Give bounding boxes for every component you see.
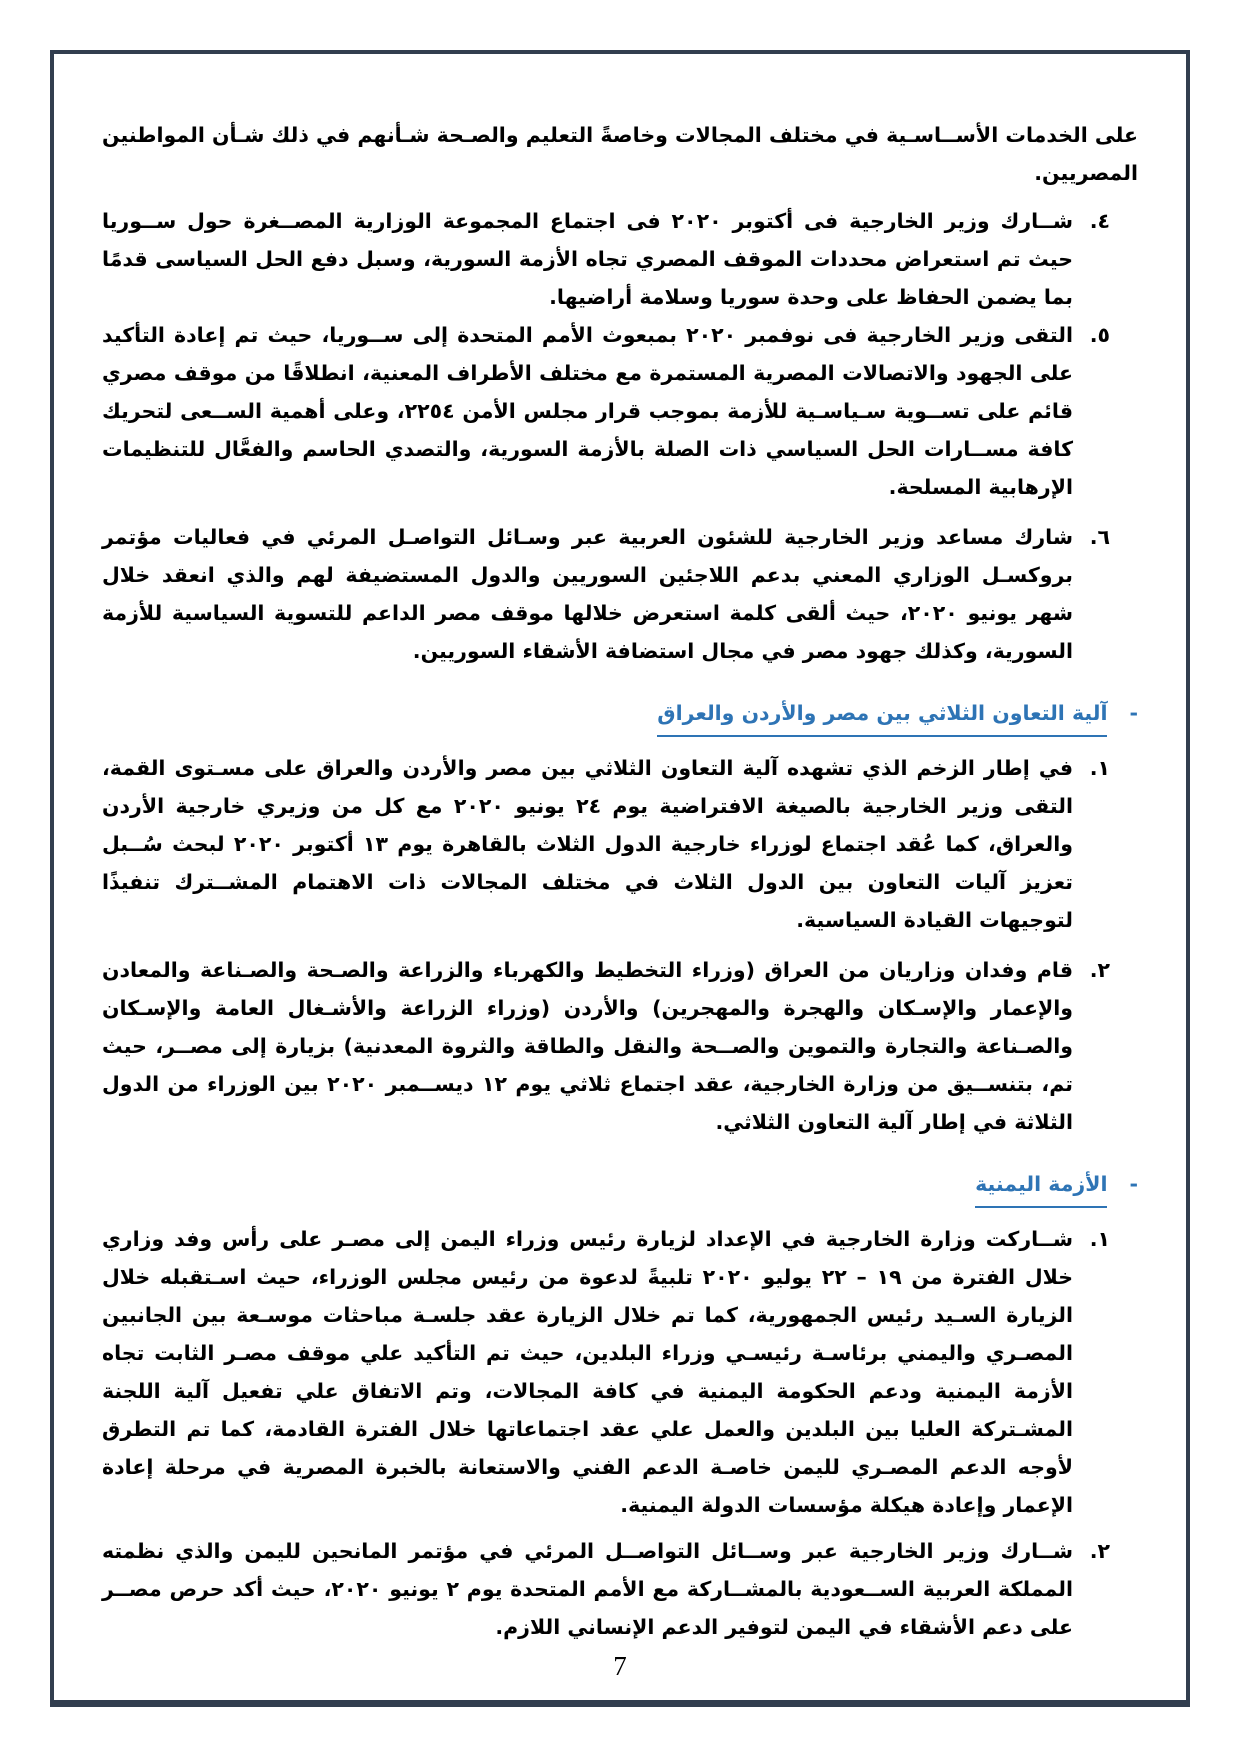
heading-dash-icon: - xyxy=(1129,701,1138,725)
list-item xyxy=(102,951,1138,1141)
list-item xyxy=(102,316,1138,506)
list-item-text: شــارك وزير الخارجية عبر وســائل التواصــل المرئي في مؤتمر المانحين لليمن والذي نظمته المملكة العربية الســعودية بالمشــاركة مع الأمم المتحدة يوم ٢ يونيو ٢٠٢٠، حيث أكد حرص مصــر على دعم الأشقاء في اليمن لتوفير الدعم الإنساني اللازم. xyxy=(102,1539,1073,1639)
list-item-number: ٦. xyxy=(1089,525,1110,549)
list-item-text: التقى وزير الخارجية فى نوفمبر ٢٠٢٠ بمبعوث الأمم المتحدة إلى ســوريا، حيث تم إعادة التأكيد على الجهود والاتصالات المصرية المستمرة مع مختلف الأطراف المعنية، انطلاقًا من موقف مصري قائم على تســوية سـياسـية للأزمة بموجب قرار مجلس الأمن ٢٢٥٤، وعلى أهمية الســعى لتحريك كافة مســارات الحل السياسي ذات الصلة بالأزمة السورية، والتصدي الحاسم والفعَّال للتنظيمات الإرهابية المسلحة. xyxy=(102,323,1073,499)
list-item-number: ٢. xyxy=(1089,958,1110,982)
list-item-text: قام وفدان وزاريان من العراق (وزراء التخطيط والكهرباء والزراعة والصـحة والصـناعة والمعادن والإعمار والإسـكان والهجرة والمهجرين) والأردن (وزراء الزراعة والأشـغال العامة والإسـكان والصـناعة والتجارة والتموين والصــحة والنقل والطاقة والثروة المعدنية) بزيارة إلى مصــر، حيث تم، بتنســيق من وزارة الخارجية، عقد اجتماع ثلاثي يوم ١٢ ديســمبر ٢٠٢٠ بين الوزراء من الدول الثلاثة في إطار آلية التعاون الثلاثي. xyxy=(102,958,1073,1134)
list-item-text: في إطار الزخم الذي تشهده آلية التعاون الثلاثي بين مصر والأردن والعراق على مسـتوى القمة، التقى وزير الخارجية بالصيغة الافتراضية يوم ٢٤ يونيو ٢٠٢٠ مع كل من وزيري خارجية الأردن والعراق، كما عُقد اجتماع لوزراء خارجية الدول الثلاث بالقاهرة يوم ١٣ أكتوبر ٢٠٢٠ لبحث سُــبل تعزيز آليات التعاون بين الدول الثلاث في مختلف المجالات ذات الاهتمام المشــترك تنفيذًا لتوجيهات القيادة السياسية. xyxy=(102,756,1073,932)
list-item xyxy=(102,202,1138,316)
list-item-number: ٤. xyxy=(1089,209,1110,233)
list-item-number: ١. xyxy=(1089,1227,1110,1251)
section-heading-text: آلية التعاون الثلاثي بين مصر والأردن والعراق xyxy=(657,694,1107,737)
list-item-text: شــاركت وزارة الخارجية في الإعداد لزيارة رئيس وزراء اليمن إلى مصـر على رأس وفد وزاري خلال الفترة من ١٩ – ٢٢ يوليو ٢٠٢٠ تلبيةً لدعوة من رئيس مجلس الوزراء، حيث اسـتقبله خلال الزيارة السـيد رئيس الجمهورية، كما تم خلال الزيارة عقد جلسـة مباحثات موسـعة بين الجانبين المصـري واليمني برئاسـة رئيسـي وزراء البلدين، حيث تم التأكيد علي موقف مصـر الثابت تجاه الأزمة اليمنية ودعم الحكومة اليمنية في كافة المجالات، وتم الاتفاق علي تفعيل آلية اللجنة المشـتركة العليا بين البلدين والعمل علي عقد اجتماعاتها خلال الفترة القادمة، كما تم التطرق لأوجه الدعم المصـري لليمن خاصـة الدعم الفني والاستعانة بالخبرة المصرية في مرحلة إعادة الإعمار وإعادة هيكلة مؤسسات الدولة اليمنية. xyxy=(102,1227,1073,1517)
document-body xyxy=(54,54,1186,1693)
list-item xyxy=(102,1220,1138,1524)
list-item-text: شارك مساعد وزير الخارجية للشئون العربية عبر وسـائل التواصـل المرئي في فعاليات مؤتمر بروكسـل الوزاري المعني بدعم اللاجئين السوريين والدول المستضيفة لهم والذي انعقد خلال شهر يونيو ٢٠٢٠، حيث ألقى كلمة استعرض خلالها موقف مصر الداعم للتسوية السياسية للأزمة السورية، وكذلك جهود مصر في مجال استضافة الأشقاء السوريين. xyxy=(102,525,1074,663)
list-item xyxy=(102,518,1138,670)
section-heading-trilateral xyxy=(102,694,1138,737)
section-heading-yemen xyxy=(102,1165,1138,1208)
list-item xyxy=(102,749,1138,939)
list-item-text: شــارك وزير الخارجية فى أكتوبر ٢٠٢٠ فى اجتماع المجموعة الوزارية المصــغرة حول ســوريا حيث تم استعراض محددات الموقف المصري تجاه الأزمة السورية، وسبل دفع الحل السياسى قدمًا بما يضمن الحفاظ على وحدة سوريا وسلامة أراضيها. xyxy=(102,209,1073,309)
list-item-number: ٢. xyxy=(1089,1539,1110,1563)
list-item xyxy=(102,1532,1138,1646)
intro-paragraph: على الخدمات الأســاسـية في مختلف المجالات وخاصةً التعليم والصـحة شـأنهم في ذلك شـأن المواطنين المصريين. xyxy=(102,123,1138,185)
list-item-number: ٥. xyxy=(1089,323,1110,347)
heading-dash-icon: - xyxy=(1129,1172,1138,1196)
section-heading-text: الأزمة اليمنية xyxy=(975,1165,1107,1208)
page-number: 7 xyxy=(613,1651,627,1681)
list-item-number: ١. xyxy=(1089,756,1110,780)
